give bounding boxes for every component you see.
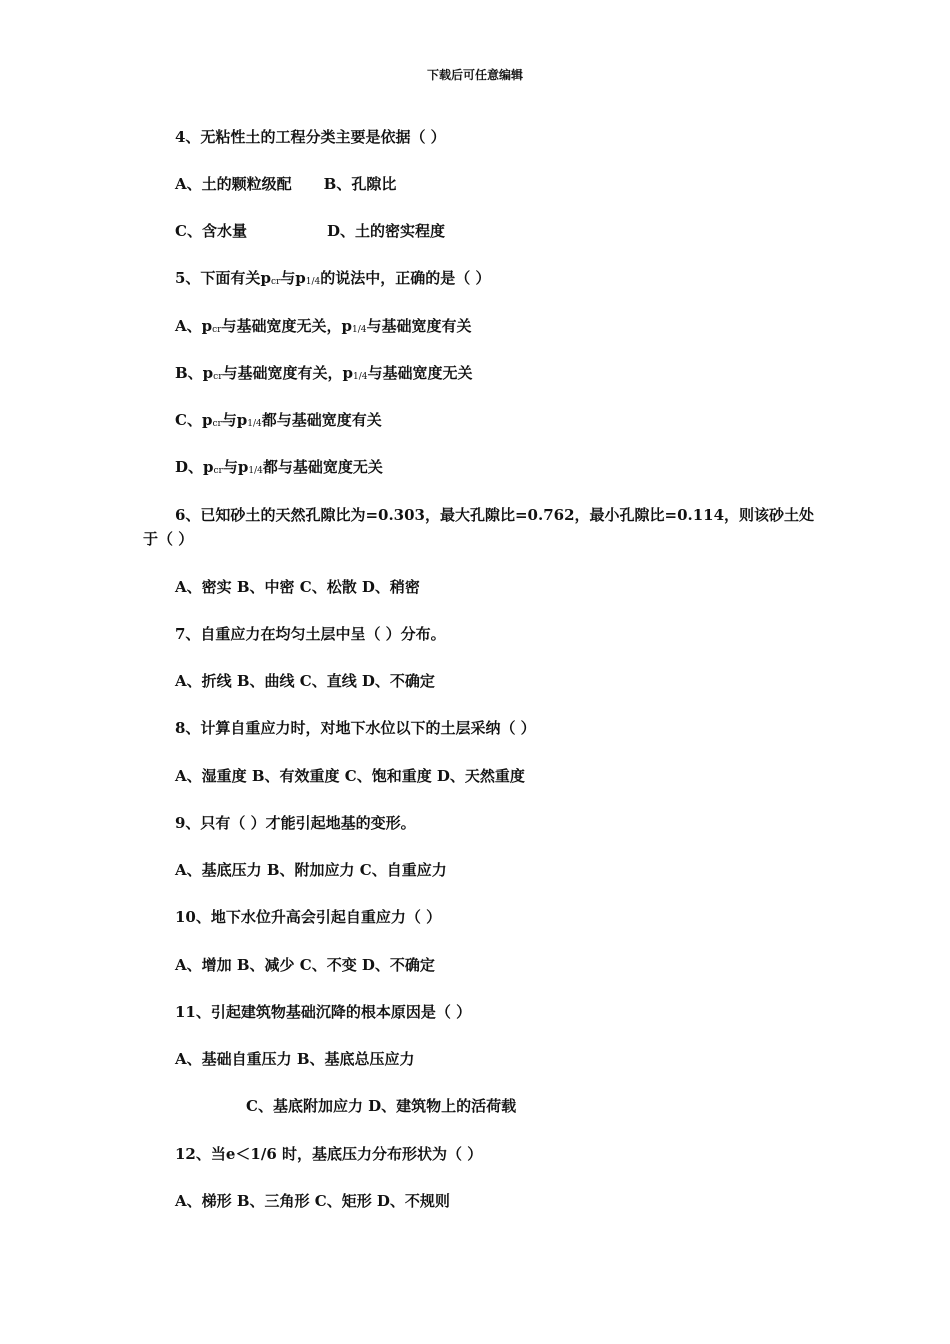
option-b: B、孔隙比 — [323, 175, 397, 193]
subscript: cr — [212, 325, 222, 335]
text: 与基础宽度无关 — [367, 364, 473, 382]
text: 5、下面有关p — [175, 269, 271, 287]
text: 都与基础宽度有关 — [261, 411, 382, 429]
subscript: cr — [213, 372, 223, 382]
text: 都与基础宽度无关 — [262, 458, 383, 476]
question-12: 12、当e＜1/6 时，基底压力分布形状为（ ） — [175, 1145, 483, 1163]
option-c: C、含水量 — [175, 222, 247, 240]
text: D、p — [175, 458, 214, 476]
text: 与p — [222, 458, 249, 476]
question-11-options-cd: C、基底附加应力 D、建筑物上的活荷载 — [246, 1097, 517, 1115]
text: 与p — [221, 411, 248, 429]
question-11: 11、引起建筑物基础沉降的根本原因是（ ） — [175, 1003, 472, 1021]
question-12-options: A、梯形 B、三角形 C、矩形 D、不规则 — [175, 1192, 450, 1210]
subscript: cr — [270, 277, 281, 287]
question-6: 6、已知砂土的天然孔隙比为=0.303，最大孔隙比=0.762，最小孔隙比=0.114，则该砂土处 — [175, 506, 815, 524]
text: 与p — [280, 269, 306, 287]
subscript: 1/4 — [248, 466, 263, 476]
text: 与基础宽度有关 — [366, 317, 472, 335]
page-header: 下载后可任意编辑 — [426, 68, 523, 82]
subscript: 1/4 — [353, 372, 368, 382]
question-4-options-ab — [175, 174, 396, 194]
question-5-option-d — [175, 457, 383, 481]
question-5-option-c — [175, 410, 382, 434]
subscript: cr — [213, 466, 223, 476]
question-5 — [175, 268, 491, 292]
option-a: A、土的颗粒级配 — [175, 175, 292, 193]
question-11-options-ab: A、基础自重压力 B、基底总压应力 — [175, 1050, 415, 1068]
question-8-options: A、湿重度 B、有效重度 C、饱和重度 D、天然重度 — [175, 767, 525, 785]
question-6-continued: 于（ ） — [143, 530, 194, 548]
text: C、p — [175, 411, 213, 429]
question-9: 9、只有（ ）才能引起地基的变形。 — [175, 814, 416, 832]
question-5-option-a — [175, 316, 471, 340]
question-8: 8、计算自重应力时，对地下水位以下的土层采纳（ ） — [175, 719, 536, 737]
text: A、p — [175, 317, 213, 335]
question-6-options: A、密实 B、中密 C、松散 D、稍密 — [175, 578, 420, 596]
question-10: 10、地下水位升高会引起自重应力（ ） — [175, 908, 442, 926]
subscript: cr — [212, 419, 222, 429]
subscript: 1/4 — [247, 419, 262, 429]
subscript: 1/4 — [305, 277, 321, 287]
text: 与基础宽度有关，p — [222, 364, 354, 382]
text: B、p — [175, 364, 214, 382]
option-d: D、土的密实程度 — [326, 222, 445, 240]
question-7-options: A、折线 B、曲线 C、直线 D、不确定 — [175, 672, 435, 690]
subscript: 1/4 — [351, 325, 367, 335]
question-4: 4、无粘性土的工程分类主要是依据（ ） — [175, 128, 446, 146]
text: 与基础宽度无关，p — [221, 317, 352, 335]
question-9-options: A、基底压力 B、附加应力 C、自重应力 — [175, 861, 447, 879]
question-10-options: A、增加 B、减少 C、不变 D、不确定 — [175, 956, 435, 974]
question-4-options-cd — [175, 221, 445, 241]
question-5-option-b — [175, 363, 473, 387]
text: 的说法中，正确的是（ ） — [320, 269, 491, 287]
question-7: 7、自重应力在均匀土层中呈（ ）分布。 — [175, 625, 446, 643]
